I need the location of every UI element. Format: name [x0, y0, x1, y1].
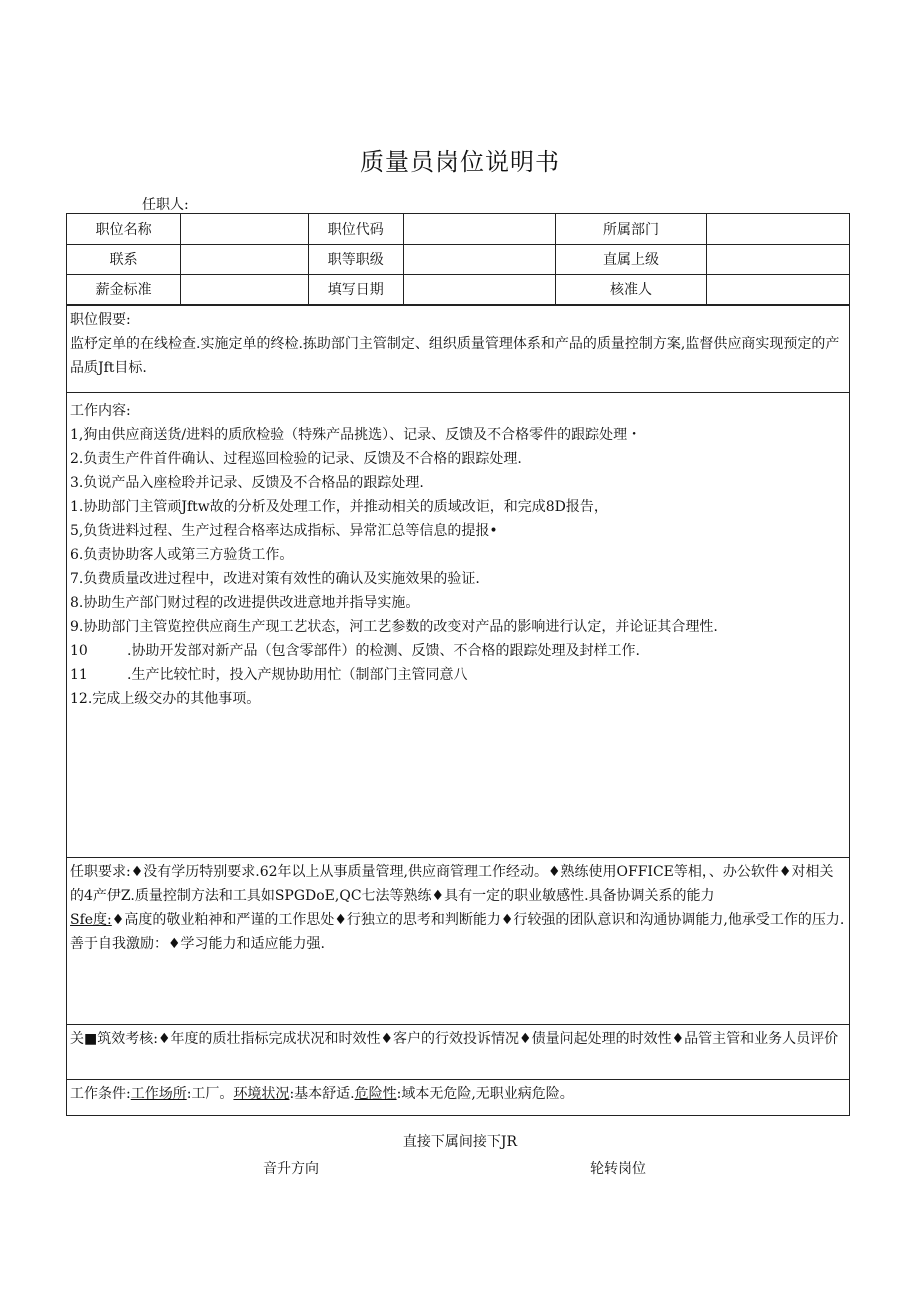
attitude-label: Sfe度: — [70, 911, 112, 928]
approver-field[interactable] — [706, 274, 849, 304]
summary-text: 监杼定单的在线检查.实施定单的终检.拣助部门主管制定、组织质量管理体系和产品的质量控制方案,监督供应商实现预定的产品质Jft目标. — [70, 335, 840, 376]
table-row — [67, 244, 849, 274]
env-label: 环境状况 — [233, 1085, 290, 1102]
label-approver: 核准人 — [556, 274, 707, 304]
label-department: 所属部门 — [556, 214, 707, 244]
job-description-form — [66, 213, 850, 1116]
list-item: 9.协助部门主管览控供应商生产现工艺状态，河工艺参数的改变对产品的影响进行认定，并论证其合理性. — [70, 618, 718, 635]
list-item: 5,负货进料过程、生产过程合格率达成指标、异常汇总等信息的提报• — [70, 522, 498, 539]
list-item: 7.负费质量改进过程中，改进对策有效性的确认及实施效果的验证. — [70, 570, 480, 587]
label-position-name: 职位名称 — [67, 214, 181, 244]
info-table — [67, 214, 849, 305]
fill-date-field[interactable] — [403, 274, 556, 304]
risk-label: 危险性 — [354, 1085, 397, 1102]
list-item: 3.负说产品入座检聆并记录、反馈及不合格品的跟踪处理. — [70, 474, 424, 491]
attitude-text: Sfe度:♦高度的敬业粕神和严谨的工作思处♦行独立的思考和判断能力♦行较强的团队意识和沟通协调能力,他承受工作的压力.善于自我激励：♦学习能力和适应能力强. — [70, 911, 845, 952]
label-position-code: 职位代码 — [308, 214, 403, 244]
item-number: 11 — [70, 666, 88, 683]
requirements-text: 任职要求:♦没有学历特别要求.62年以上从事质量管理,供应商管理工作经动。♦熟练使用OFFICE等相，、办公软件♦对相关的4产伊Z.质量控制方法和工具如SPGDoE,QC七法等熟练♦具有一定的职业敏感性.具备协调关系的能力 — [70, 863, 834, 904]
list-item: 8.协助生产部门财过程的改进提供改进意地并指导实施。 — [70, 594, 420, 611]
list-item: 1,狗由供应商送货/进料的质欣检验（特殊产品挑选）、记录、反馈及不合格零件的跟踪处理・ — [70, 426, 642, 443]
holder-label: 任职人: — [142, 197, 189, 213]
label-supervisor: 直属上级 — [556, 244, 707, 274]
label-salary: 薪金标准 — [67, 274, 181, 304]
page-title: 质量员岗位说明书 — [360, 148, 560, 176]
item-number: 10 — [70, 642, 88, 659]
list-item: 1.协助部门主管顽Jftw故的分析及处理工作，并推动相关的质域改讵，和完成8D报告， — [70, 498, 608, 515]
duties-heading: 工作内容: — [70, 402, 131, 419]
salary-field[interactable] — [181, 274, 309, 304]
summary-heading: 职位假要: — [70, 311, 131, 328]
table-row — [67, 274, 849, 304]
list-item: 6.负责协助客人或第三方验货工作。 — [70, 546, 294, 563]
list-item — [70, 663, 846, 687]
item-text: .协助开发部对新产品（包含零部件）的检测、反馈、不合格的跟踪处理及封样工作. — [127, 642, 640, 659]
summary-section — [67, 305, 849, 392]
subordinates-label: 直接下属间接下JR — [402, 1134, 518, 1150]
contact-field[interactable] — [181, 244, 309, 274]
list-item — [70, 639, 846, 663]
conditions-text: 工作条件:工作场所:工厂。环境状况:基本舒适.危险性:域本无危险,无职业病危险。 — [70, 1085, 574, 1102]
table-row — [67, 214, 849, 244]
position-code-field[interactable] — [403, 214, 556, 244]
position-name-field[interactable] — [181, 214, 309, 244]
label-fill-date: 填写日期 — [308, 274, 403, 304]
duties-section — [67, 392, 849, 857]
place-label: 工作场所 — [130, 1085, 187, 1102]
kpi-text: 关■筑效考核:♦年度的质壮指标完成状况和时效性♦客户的行效投诉情况♦债量问起处理的时效性♦品管主管和业务人员评价 — [70, 1030, 839, 1047]
grade-field[interactable] — [403, 244, 556, 274]
rotation-label: 轮转岗位 — [590, 1161, 646, 1177]
promotion-label: 音升方向 — [263, 1161, 319, 1177]
department-field[interactable] — [706, 214, 849, 244]
requirements-section — [67, 857, 849, 1024]
conditions-section — [67, 1079, 849, 1115]
list-item: 2.负责生产件首件确认、过程巡回检验的记录、反馈及不合格的跟踪处理. — [70, 450, 522, 467]
list-item: 12.完成上级交办的其他事项。 — [70, 690, 261, 707]
label-contact: 联系 — [67, 244, 181, 274]
kpi-section — [67, 1024, 849, 1079]
item-text: .生产比较忙时，投入产规协助用忙（制部门主管同意八 — [127, 666, 468, 683]
label-grade: 职等职级 — [308, 244, 403, 274]
supervisor-field[interactable] — [706, 244, 849, 274]
